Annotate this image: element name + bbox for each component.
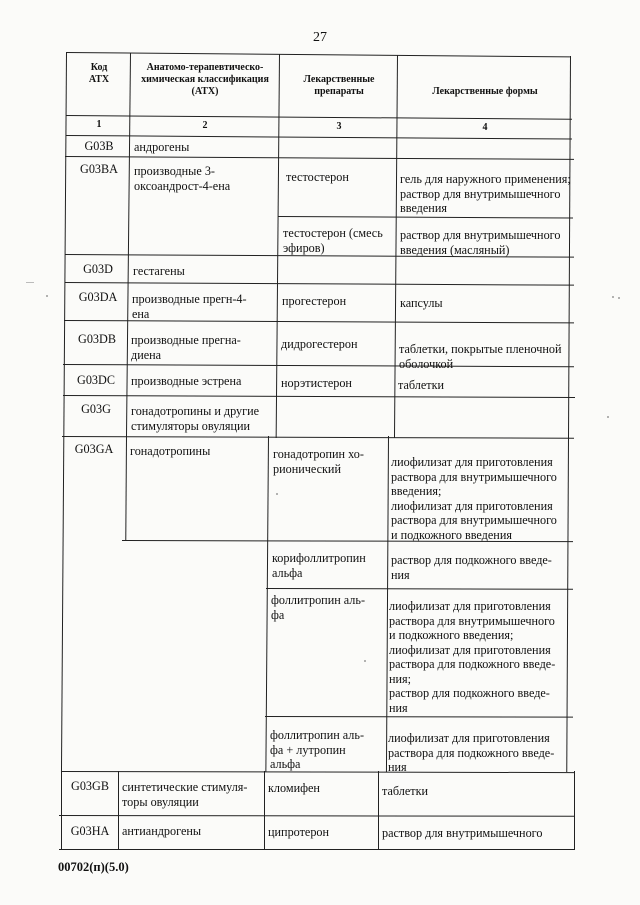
scan-speck	[276, 493, 278, 495]
atx-code: G03GA	[74, 442, 114, 456]
header-dosage-forms: Лекарственные формы	[432, 86, 538, 97]
dosage-form: раствор для внутримышечного	[382, 826, 543, 840]
column-number-3: 3	[336, 121, 342, 132]
header-drugs: Лекарственные препараты	[303, 74, 375, 97]
dosage-form: раствор для внутримышечного введения (масляный)	[400, 228, 561, 257]
scan-speck	[364, 660, 366, 662]
scan-speck	[618, 297, 620, 299]
page-number: 27	[313, 30, 327, 45]
atx-code: G03BA	[80, 162, 118, 176]
dosage-form: капсулы	[400, 296, 443, 310]
dosage-form: лиофилизат для приготовления раствора для подкожного введе- ния	[388, 731, 555, 774]
drug-name: кломифен	[268, 781, 320, 795]
header-code-atx: Код АТХ	[88, 62, 110, 85]
atx-code: G03DC	[77, 373, 115, 387]
atx-code: G03GB	[71, 779, 109, 793]
drug-name: тестостерон (смесь эфиров)	[283, 226, 383, 255]
drug-name: норэтистерон	[281, 376, 352, 390]
atx-code: G03HA	[70, 824, 110, 838]
column-number-4: 4	[482, 122, 488, 133]
atx-class-name: синтетические стимуля- торы овуляции	[122, 780, 248, 809]
atx-code: G03DA	[78, 290, 118, 304]
atx-code: G03DB	[78, 332, 116, 346]
atx-class-name: гонадотропины	[130, 444, 211, 458]
header-atx-classification: Анатомо-терапевтическо- химическая классификация (АТХ)	[141, 62, 269, 97]
dosage-form: раствор для подкожного введе- ния	[391, 553, 552, 582]
atx-class-name: производные эстрена	[131, 374, 242, 388]
drug-name: фоллитропин аль- фа	[271, 593, 366, 622]
drug-name: гонадотропин хо- рионический	[273, 447, 364, 476]
atx-class-name: андрогены	[134, 140, 190, 154]
dosage-form: лиофилизат для приготовления раствора для внутримышечного введения; лиофилизат для приготовления раствора для внутримышечного и подкожного введения	[391, 455, 557, 542]
drug-name: дидрогестерон	[281, 337, 358, 351]
scan-speck	[46, 295, 48, 297]
drug-name: тестостерон	[286, 170, 349, 184]
scan-speck	[26, 282, 34, 283]
atx-class-name: производные прегна- диена	[131, 333, 241, 362]
atx-code: G03G	[81, 402, 111, 416]
drug-name: прогестерон	[282, 294, 347, 308]
atx-class-name: производные 3- оксоандрост-4-ена	[134, 164, 231, 193]
dosage-form: таблетки	[382, 784, 429, 798]
drug-name: ципротерон	[268, 825, 330, 839]
atx-code: G03B	[84, 139, 114, 153]
atx-code: G03D	[83, 262, 113, 276]
scan-speck	[612, 296, 614, 298]
dosage-form: таблетки, покрытые пленочной оболочкой	[399, 342, 562, 371]
atx-class-name: антиандрогены	[122, 824, 202, 838]
drug-name: фоллитропин аль- фа + лутропин альфа	[270, 728, 365, 771]
atx-class-name: производные прегн-4- ена	[132, 292, 247, 321]
document-footer-code: 00702(п)(5.0)	[58, 860, 129, 874]
atx-class-name: гонадотропины и другие стимуляторы овуляции	[131, 404, 260, 433]
atx-class-name: гестагены	[133, 264, 185, 278]
column-number-1: 1	[96, 119, 102, 130]
dosage-form: лиофилизат для приготовления раствора для внутримышечного и подкожного введения; лиофилизат для приготовления раствора для подкожного введе- ния; раствор для подкожного введе- ния	[389, 599, 556, 715]
column-number-2: 2	[202, 120, 208, 131]
dosage-form: таблетки	[398, 378, 445, 392]
scan-speck	[607, 416, 609, 418]
dosage-form: гель для наружного применения; раствор для внутримышечного введения	[400, 172, 571, 215]
drug-name: корифоллитропин альфа	[272, 551, 366, 580]
